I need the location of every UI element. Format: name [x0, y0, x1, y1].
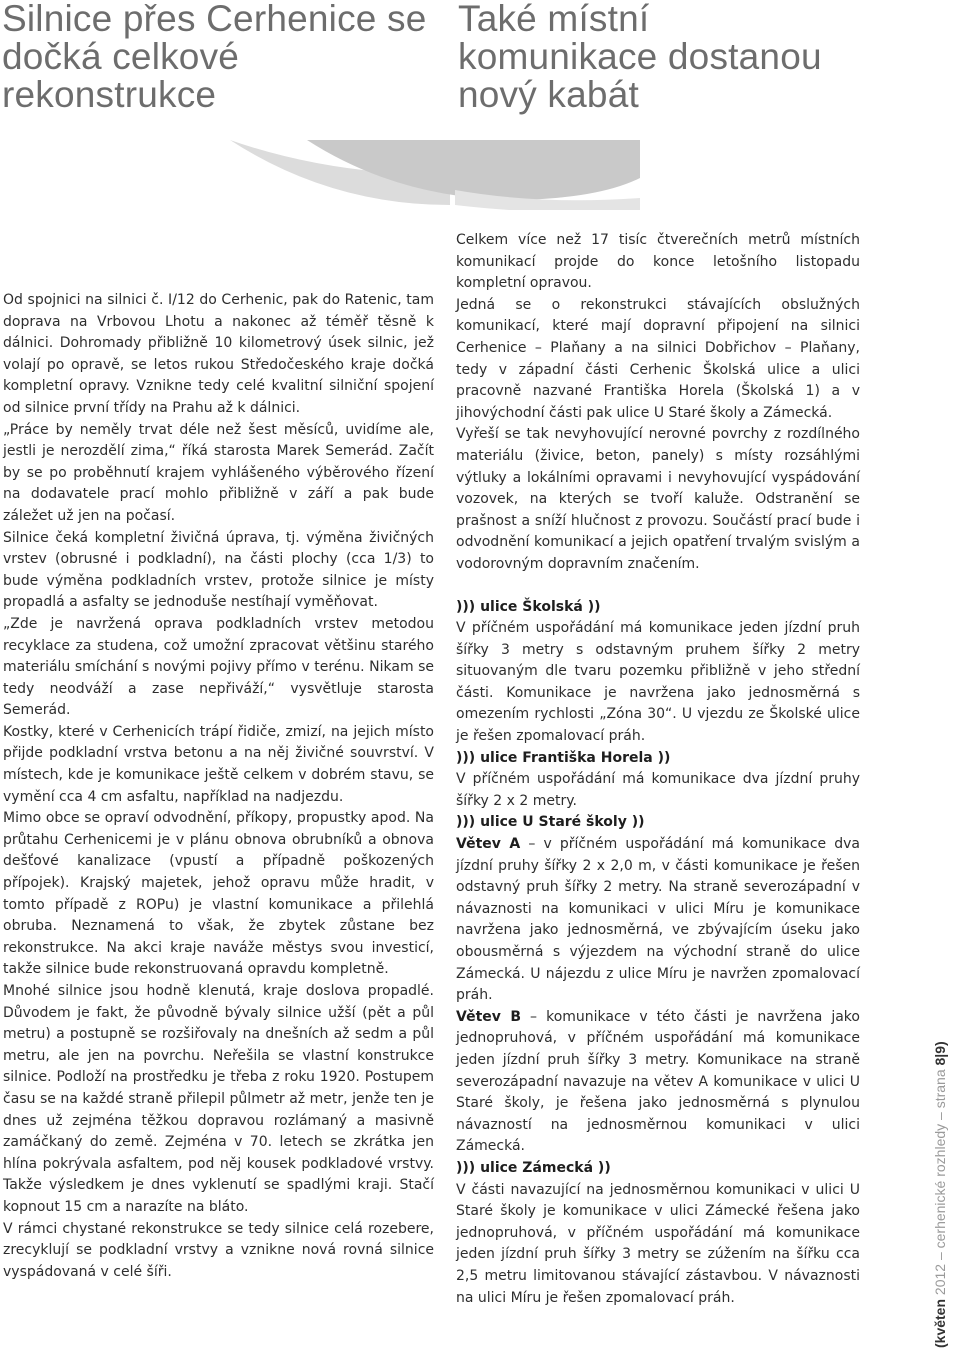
left-headline: Silnice přes Cerhenice se dočká celkové rekonstrukce: [2, 0, 427, 115]
right-headline: Také místní komunikace dostanou nový kabát: [458, 0, 822, 115]
footer-month: (květen: [932, 1298, 948, 1348]
branch-a-text: – v příčném uspořádání má komunikace dva jízdní pruhy šířky 2 x 2,0 m, v části komunikace je řešen odstavný pruh šířky 2 metry. Na straně severozápadní v návaznosti na komunikaci v ulici Míru je komunikace navržena jako jednosměrná, ve zbývajícím úseku jako obousměrná s výjezdem na východní straně do ulice Zámecká. U nájezdu z ulice Míru je navržen zpomalovací práh.: [456, 836, 860, 1004]
section-heading-zamecka: ))) ulice Zámecká )): [456, 1159, 611, 1176]
right-intro-paragraph: Vyřeší se tak nevyhovující nerovné povrchy z rozdílného materiálu (živice, beton, panely) s místy rozsáhlými výtluky a lokálními opravami i nevyhovující vyspádování vozovek, na kterých se tvoří kaluže. Odstranění se prašnost a sníží hlučnost z provozu. Součástí prací bude i odvodnění komunikací a jejich opatření trvalým svislým a vodorovným dopravním značením.: [456, 426, 860, 572]
branch-b-label: Větev B: [456, 1008, 522, 1025]
section-text-zamecka: V části navazující na jednosměrnou komunikaci v ulici U Staré školy je komunikace v ulici Zámecké řešena jako jednopruhová, v příčném uspořádání má komunikace jeden jízdní pruh šířky 3 metry se zúžením na šířku cca 2,5 metru limitovanou stávající zástavbou. V návaznosti na ulici Míru je řešen zpomalovací práh.: [456, 1181, 860, 1306]
left-paragraph: Silnice čeká kompletní živičná úprava, tj. výměna živičných vrstev (obrusné i podkladní), na části plochy (cca 1/3) to bude výměna podkladních vrstev, protože silnice je místy propadlá a asfalty se jednoduše nestíhají vyměňovat.: [3, 529, 434, 611]
left-paragraph: „Zde je navržená oprava podkladních vrstev metodou recyklace za studena, což umožní zpracovat většinu starého materiálu smíchání s novými pojivy přímo v terénu. Nikam se tedy neodváží a zase nepřiváží,“ vysvětluje starosta Semerád.: [3, 615, 434, 719]
section-heading-horela: ))) ulice Františka Horela )): [456, 749, 671, 766]
section-text-skolska: V příčném uspořádání má komunikace jeden jízdní pruh šířky 3 metry s odstavným pruhem šířky 2 metry situovaným dle tvaru pozemku přibližně v jeho střední části. Komunikace je navržena jako jednosměrná s omezením rychlosti „Zóna 30“. U vjezdu ze Školské ulice je řešen zpomalovací práh.: [456, 620, 860, 745]
branch-a-label: Větev A: [456, 836, 521, 853]
left-paragraph: Mnohé silnice jsou hodně klenutá, kraje doslova propadlé. Důvodem je fakt, že původně bývaly silnice užší (pět a půl metru) a postupně se rozšiřovaly na dnešních až sedm a půl metru, ale jen na povrchu. Neřešila se vlastní konstrukce silnice. Podloží na prostředku je třeba z roku 1920. Postupem času se na každé straně přilepil půlmetr až metr, jenže ten je dnes už zejména těžkou dopravou rozlámaný a masivně zamáčkaný do země. Zejména v 70. letech se zkrátka jen hlína pokrývala asfaltem, pod něj kousek podkladové vrstvy. Takže výsledkem je dnes vyklenutí se spadlými kraji. Stačí kopnout 15 cm a narazíte na bláto.: [3, 983, 434, 1215]
section-text-horela: V příčném uspořádání má komunikace dva jízdní pruhy šířky 2 x 2 metry.: [456, 771, 860, 809]
branch-b-text: – komunikace v této části je navržena jako jednopruhová, v příčném uspořádání má komunikace jeden jízdní pruh šířky 3 metry. Komunikace na straně severozápadní navazuje na větev A komunikace v ulici U Staré školy, je řešena jako jednosměrná s plynulou návazností na jednosměrnou komunikaci v ulici Zámecká.: [456, 1008, 860, 1155]
left-paragraph: Mimo obce se opraví odvodnění, příkopy, propustky apod. Na průtahu Cerhenicemi je v plánu obnova obrubníků a obnova dešťové kanalizace (vpustí a případně poškozených přípojek). Krajský majetek, jehož opravu může hradit, v tomto případě z ROPu) je vlastní komunikace a přilehlá obruba. Neznamená to však, že zbytek zůstane bez rekonstrukce. Na akci kraje naváže městys svou investicí, takže silnice bude rekonstruovaná opravdu kompletně.: [3, 810, 434, 978]
left-article-body: [3, 290, 434, 1283]
section-text-branch-b: [456, 1007, 860, 1158]
left-paragraph: „Práce by neměly trvat déle než šest měsíců, uvidíme ale, jestli je nerozdělí zima,“ říká starosta Marek Semerád. Začít by se po proběhnutí krajem vyhlášeného výběrového řízení na dodavatele prací mohlo přibližně v září a pak bude záležet už jen na počasí.: [3, 421, 434, 524]
left-paragraph: V rámci chystané rekonstrukce se tedy silnice celá rozebere, zrecyklují se podkladní vrstvy a vznikne nová rovná silnice vyspádovaná v celé šíři.: [3, 1220, 434, 1280]
right-intro-paragraph: Celkem více než 17 tisíc čtverečních metrů místních komunikací projde do konce letošního listopadu kompletní opravou.: [456, 232, 860, 292]
left-paragraph: Od spojnici na silnici č. I/12 do Cerhenic, pak do Ratenic, tam doprava na Vrbovou Lhotu a nakonec až téměř těsně k dálnici. Dohromady přibližně 10 kilometrový úsek silnic, jež volají po opravě, se letos rukou Středočeského kraje dočká kompletní opravy. Vznikne tedy celé kvalitní silniční spojení od silnice první třídy na Prahu až k dálnici.: [3, 292, 434, 416]
section-text-branch-a: [456, 834, 860, 1007]
right-intro-paragraph: Jedná se o rekonstrukci stávajících obslužných komunikací, které mají dopravní připojení na silnici Cerhenice – Plaňany a na silnici Dobřichov – Plaňany, tedy v západní části Cerhenic Školská ulice a ulici pracovně nazvané Františka Horela (Školská 1) a v jihovýchodní části pak ulice U Staré školy a Zámecká.: [456, 296, 860, 421]
left-paragraph: Kostky, které v Cerhenicích trápí řidiče, zmizí, na jejich místo přijde podkladní vrstva betonu a na něj živičné souvrství. V místech, kde je komunikace ještě celkem v dobrém stavu, se vymění cca 4 cm asfaltu, například na nadjezdu.: [3, 723, 434, 805]
section-heading-u-stare-skoly: ))) ulice U Staré školy )): [456, 814, 645, 831]
section-heading-skolska: ))) ulice Školská )): [456, 598, 601, 615]
footer-page-number: 8|9): [932, 1041, 948, 1066]
page-footer: [930, 1041, 950, 1348]
right-article-body: [456, 230, 860, 1309]
footer-publication: 2012 – cerhenické rozhledy – strana: [932, 1065, 948, 1299]
